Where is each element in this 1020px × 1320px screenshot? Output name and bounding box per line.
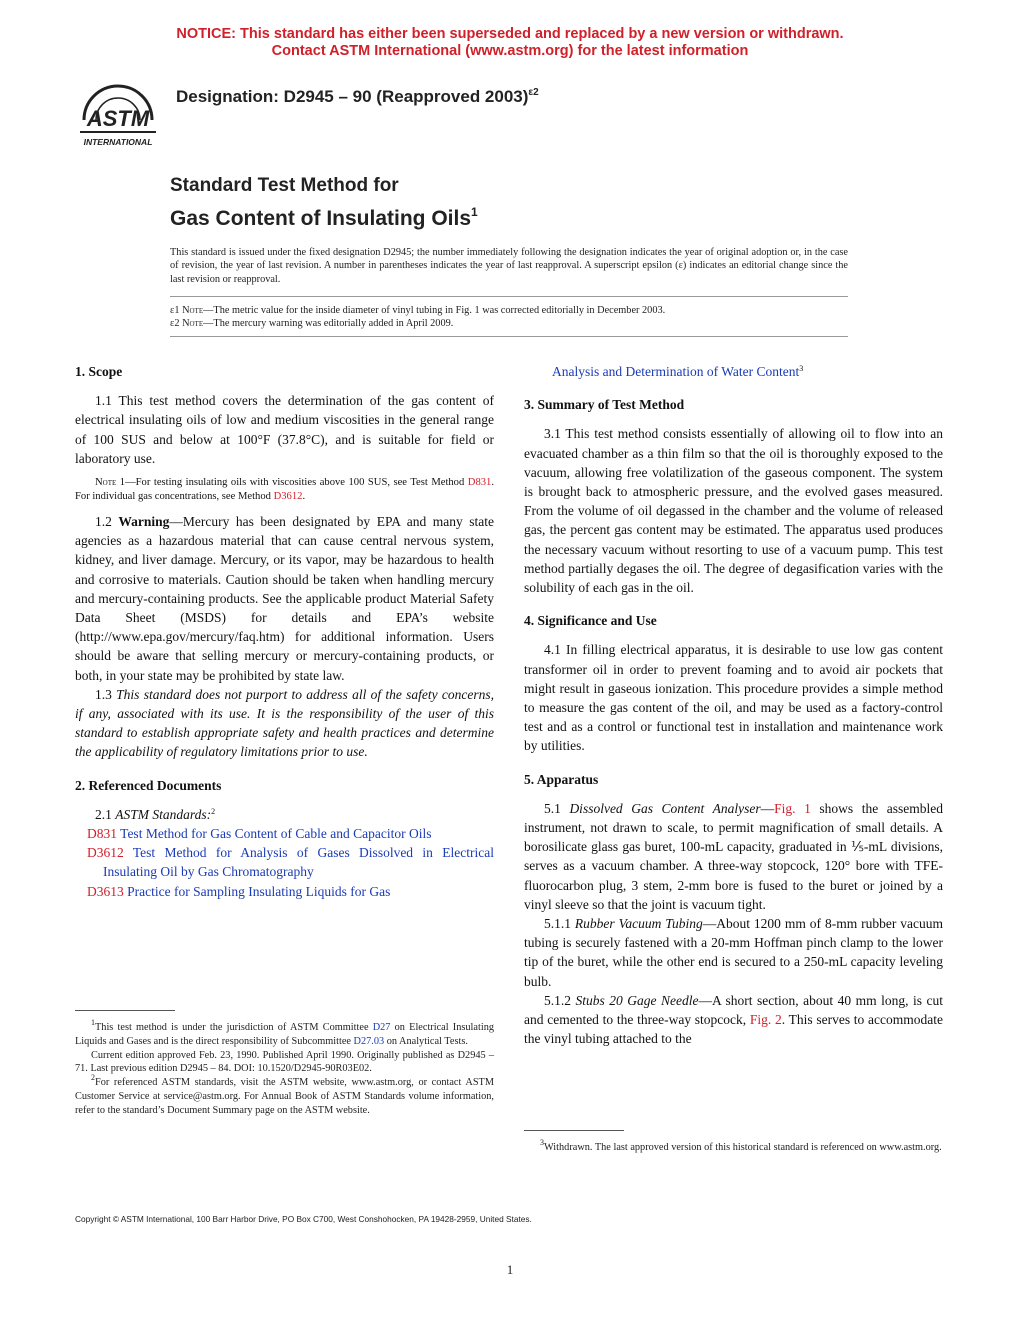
title-line-1: Standard Test Method for: [170, 175, 399, 196]
editorial-note-1: [170, 304, 848, 317]
paragraph-1-1: 1.1 This test method covers the determination of the gas content of electrical insulating oils of low and medium viscosities in the general range of 100 SUS and below at 100°F (37.8°C), and is suitable for field or laboratory use.: [75, 393, 494, 466]
withdrawal-notice: [0, 26, 1020, 60]
paragraph-5-1: [524, 799, 943, 914]
paragraph-5-1-1: [524, 914, 943, 991]
footnote-text: on Electrical Insulating Liquids and Gases and is the direct responsibility of Subcommittee: [75, 1022, 494, 1047]
title-footnote-mark: 1: [471, 205, 478, 219]
footnote-rule-right: [524, 1130, 624, 1131]
para-number: 5.1.2: [544, 992, 576, 1008]
para-dash: —: [760, 800, 775, 816]
committee-link[interactable]: D27: [372, 1022, 391, 1033]
epsilon-mark: ε2: [170, 318, 180, 330]
referenced-doc-d3612[interactable]: [75, 843, 494, 881]
figure-link-2[interactable]: Fig. 2: [749, 1012, 782, 1028]
section-heading-apparatus: 5. Apparatus: [524, 771, 599, 787]
footnote-mark: 1: [91, 1018, 95, 1027]
note-text: 1—For testing insulating oils with viscosities above 100 SUS, see Test Method: [116, 477, 468, 489]
designation-epsilon: ε2: [528, 87, 539, 98]
paragraph-4-1: 4.1 In filling electrical apparatus, it is desirable to use low gas content transformer oil in order to prevent foaming and to avoid air pockets that might result in gaseous ionization. This procedure provides a simple method to measure the gas content of the oil, and may be used as a factory-control test and as a control or functional test in installation and maintenance work by utilities.: [524, 642, 943, 754]
para-text: shows the assembled instrument, not drawn to scale, to permit magnification of small details. A borosilicate glass gas buret, 100-mL capacity, graduated in ⅕-mL divisions, serves as a vacuum chamber. A three-way stopcock, 120° bore with TFE-fluorocarbon plug, 3 stem, 2-mm bore is fused to the buret or joined by a vinyl sleeve so that the joint is vacuum tight.: [524, 800, 943, 912]
astm-logo: [74, 76, 162, 150]
copyright-line: Copyright © ASTM International, 100 Barr Harbor Drive, PO Box C700, West Conshohocken, PA 19428-2959, United States.: [75, 1214, 532, 1224]
right-column: [524, 362, 943, 1049]
ref-title[interactable]: Analysis and Determination of Water Content: [552, 364, 800, 379]
ref-code[interactable]: D3613: [87, 883, 124, 899]
preface-divider: [170, 296, 848, 297]
notice-line-1: NOTICE: This standard has either been superseded and replaced by a new version or withdrawn.: [176, 26, 844, 42]
page-number: 1: [506, 1262, 514, 1277]
note-label: Note: [95, 477, 117, 489]
title-main: Gas Content of Insulating Oils: [170, 207, 472, 230]
footnotes-left: [75, 1018, 494, 1118]
para-number: 1.2: [95, 514, 119, 530]
left-column: [75, 352, 494, 901]
footnote-mark: 3: [540, 1138, 544, 1147]
referenced-doc-d3613-continued[interactable]: [524, 362, 943, 381]
warning-label: Warning: [118, 514, 170, 530]
footnote-text: on Analytical Tests.: [384, 1035, 468, 1047]
footnote-mark: 2: [91, 1073, 95, 1083]
footnote-1-edition: Current edition approved Feb. 23, 1990. Published April 1990. Originally published as D2945 – 71. Last previous edition D2945 – 84. DOI: 10.1520/D2945-90R03E02.: [75, 1049, 494, 1075]
paragraph-1-2: [75, 512, 494, 685]
subcommittee-link[interactable]: D27.03: [353, 1035, 385, 1047]
note-label: Note: [182, 318, 204, 330]
referenced-doc-d3613[interactable]: [75, 882, 494, 901]
logo-caption: INTERNATIONAL: [83, 137, 153, 147]
footnote-text: Withdrawn. The last approved version of this historical standard is referenced on www.astm.org.: [544, 1142, 942, 1153]
editorial-notes: [170, 304, 848, 331]
note-text: —The metric value for the inside diameter of vinyl tubing in Fig. 1 was corrected editorially in December 2003.: [203, 305, 666, 316]
para-text: —A short section, about 40 mm long, is cut and cemented to the three-way stopcock,: [524, 992, 943, 1028]
para-number: 5.1.1: [544, 916, 575, 932]
ref-code[interactable]: D831: [87, 826, 117, 842]
ref-link-d831[interactable]: D831: [467, 477, 492, 489]
para-text: —About 1200 mm of 8-mm rubber vacuum tubing is securely fastened with a 20-mm Hoffman pinch clamp to the lower tip of the buret, while the other end is secured to a 250-mL capacity leveling bulb.: [524, 916, 943, 989]
footnotes-right: [524, 1138, 943, 1155]
preface-text: This standard is issued under the fixed designation D2945; the number immediately following the designation indicates the year of original adoption or, in the case of revision, the year of last revision. A number in parentheses indicates the year of last reapproval. A superscript epsilon (ε) indicates an editorial change since the last revision or reapproval.: [170, 247, 848, 285]
para-title: Rubber Vacuum Tubing: [574, 916, 703, 932]
notice-line-2: Contact ASTM International (www.astm.org) for the latest information: [271, 43, 749, 59]
ref-code[interactable]: D3612: [87, 845, 124, 861]
footnote-mark: 2: [211, 806, 216, 816]
ref-title[interactable]: Practice for Sampling Insulating Liquids for Gas: [127, 883, 391, 899]
paragraph-3-1: 3.1 This test method consists essentially of allowing oil to flow into an evacuated chamber as a thin film so that the oil is thoroughly exposed to the vacuum, allowing free volatilization of the gaseous component. The system is brought back to atmospheric pressure, and the evolved gases measured. From the volume of oil degassed in the chamber and the volume of released gas, the percent gas content may be estimated. The apparatus used produces the necessary vacuum without resorting to use of a vacuum pump. This test method partially degases the oil. The degree of degasification varies with the solubility of each gas in the oil.: [524, 426, 943, 596]
para-text: This standard does not purport to address all of the safety concerns, if any, associated with its use. It is the responsibility of the user of this standard to establish appropriate safety and health practices and determine the applicability of regulatory limitations prior to use.: [75, 686, 495, 760]
designation: [176, 87, 539, 107]
para-number: 5.1: [544, 800, 570, 816]
footnote-rule-left: [75, 1010, 175, 1011]
section-heading-referenced-documents: 2. Referenced Documents: [75, 777, 222, 793]
section-heading-scope: 1. Scope: [75, 364, 123, 379]
note-text: —The mercury warning was editorially added in April 2009.: [203, 318, 454, 330]
figure-link-1[interactable]: Fig. 1: [774, 800, 811, 816]
title-line-2: [170, 198, 478, 233]
editorial-note-2: [170, 317, 848, 330]
section-heading-significance: 4. Significance and Use: [524, 613, 657, 629]
note-text: .: [302, 491, 306, 503]
para-title: Stubs 20 Gage Needle: [575, 992, 699, 1008]
footnote-mark: 3: [799, 364, 804, 373]
footnote-2: [75, 1073, 494, 1117]
document-title: [170, 174, 478, 233]
para-text: . This serves to accommodate the vinyl tubing attached to the: [524, 1012, 943, 1047]
para-title: Dissolved Gas Content Analyser: [569, 800, 761, 816]
para-number: 2.1: [95, 806, 116, 822]
para-text: ASTM Standards:: [115, 806, 212, 822]
logo-mark: ASTM: [86, 106, 150, 131]
paragraph-5-1-2: [524, 991, 943, 1049]
para-text: —Mercury has been designated by EPA and many state agencies as a hazardous material that can cause central nervous system, kidney, and liver damage. Mercury, or its vapor, may be hazardous to health and corrosive to materials. Caution should be taken when handling mercury and mercury-containing products. See the applicable product Material Safety Data Sheet (MSDS) for details and EPA’s website (http://www.epa.gov/mercury/faq.htm) for additional information. Users should be aware that selling mercury or mercury-containing products, or both, in your state may be prohibited by state law.: [75, 514, 495, 683]
ref-title[interactable]: Test Method for Analysis of Gases Dissolved in Electrical Insulating Oil by Gas Chromatography: [103, 845, 494, 880]
note-label: Note: [182, 305, 204, 316]
notes-divider: [170, 336, 848, 337]
epsilon-mark: ε1: [170, 305, 180, 316]
paragraph-2-1: [75, 805, 494, 824]
ref-link-d3612[interactable]: D3612: [273, 491, 303, 503]
footnote-3: [524, 1138, 943, 1155]
referenced-doc-d831[interactable]: [75, 824, 494, 843]
section-heading-summary: 3. Summary of Test Method: [524, 397, 685, 413]
footnote-text: This test method is under the jurisdiction of ASTM Committee: [95, 1022, 373, 1033]
note-1: [75, 476, 494, 504]
paragraph-1-3: [75, 685, 494, 762]
footnote-text: For referenced ASTM standards, visit the ASTM website, www.astm.org, or contact ASTM Customer Service at service@astm.org. For Annual Book of ASTM Standards volume information, refer to the standard’s Document Summary page on the ASTM website.: [75, 1077, 494, 1116]
footnote-1: [75, 1018, 494, 1049]
ref-title[interactable]: Test Method for Gas Content of Cable and Capacitor Oils: [120, 826, 432, 842]
designation-text: Designation: D2945 – 90 (Reapproved 2003): [176, 87, 529, 106]
para-number: 1.3: [95, 686, 117, 702]
note-text: . For individual gas concentrations, see Method: [75, 477, 494, 503]
